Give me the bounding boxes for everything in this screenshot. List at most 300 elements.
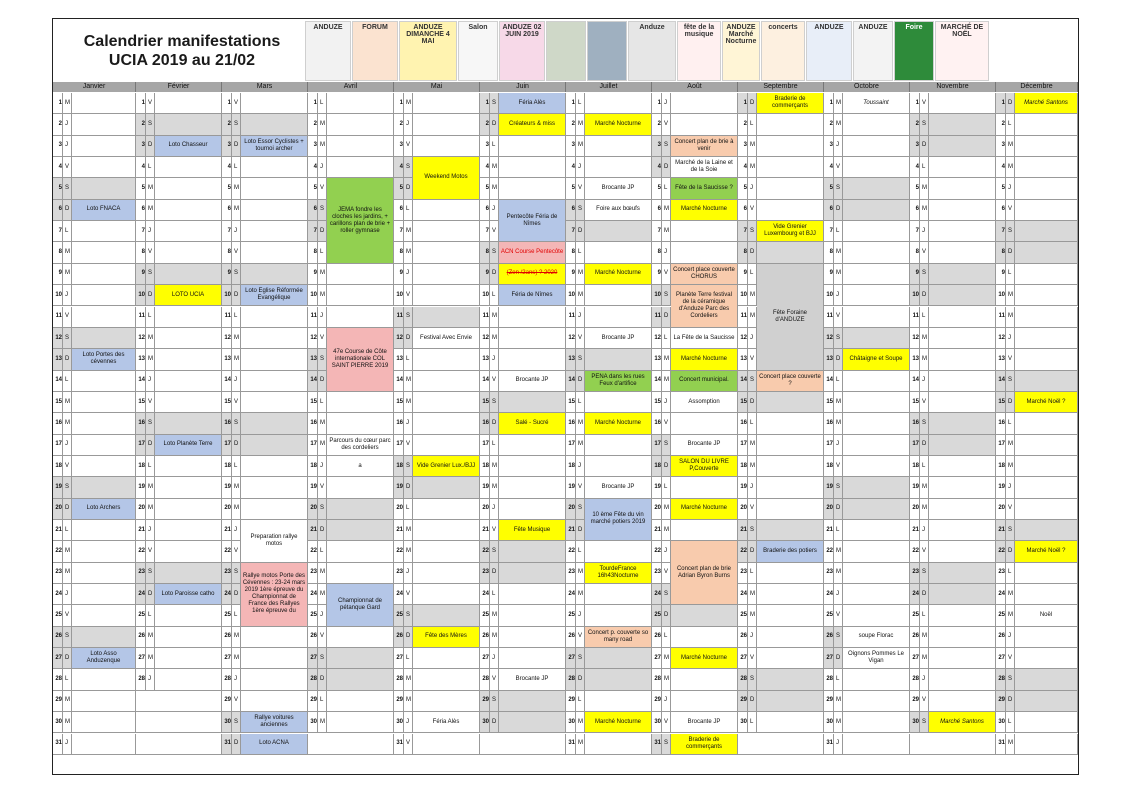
day-letter: D [490,264,499,285]
event-cell [499,392,566,413]
event-label: 10 ème Fête du vin marché potiers 2019 [585,499,652,542]
day-number: 10 [394,285,404,306]
day-number: 13 [566,349,576,370]
event-cell [241,114,308,135]
day-number: 2 [136,114,146,135]
day-number: 14 [136,371,146,392]
day-number: 5 [308,178,318,199]
event-label: Concert plan de brie Adrian Byron Burns [671,541,738,605]
day-number: 9 [53,264,63,285]
event-cell [929,349,996,370]
event-cell [757,435,824,456]
event-cell [671,669,738,690]
event-cell [757,691,824,712]
event-label: Foire aux bœufs [585,200,652,221]
day-number: 27 [136,648,146,669]
event-cell [843,178,910,199]
day-letter: D [748,242,757,263]
day-letter: S [1006,520,1015,541]
day-number: 22 [53,541,63,562]
day-number: 21 [136,520,146,541]
day-letter: S [146,563,155,584]
title-line-1: Calendrier manifestations [83,33,281,50]
day-number: 8 [910,242,920,263]
day-letter: M [232,627,241,648]
event-label: Vide Grenier Luxembourg et BJJ [757,221,824,242]
day-letter: M [1006,307,1015,328]
day-letter: V [1006,648,1015,669]
event-cell [585,584,652,605]
day-letter: L [920,157,929,178]
event-cell [757,178,824,199]
day-number: 17 [480,435,490,456]
event-label: Marché Nocturne [585,712,652,733]
day-letter: M [576,712,585,733]
event-cell [72,264,136,285]
event-cell [1015,328,1078,349]
day-letter: V [63,157,72,178]
day-number: 23 [222,563,232,584]
event-cell [155,178,222,199]
day-number: 5 [652,178,662,199]
day-number: 11 [394,307,404,328]
day-number: 18 [996,456,1006,477]
event-cell [843,584,910,605]
event-cell [929,648,996,669]
event-cell [929,563,996,584]
day-number: 4 [566,157,576,178]
day-letter: V [1006,349,1015,370]
day-letter: L [662,328,671,349]
poster-title: fête de la musique [683,24,715,38]
day-number: 9 [308,264,318,285]
day-letter: J [576,307,585,328]
day-number: 16 [222,413,232,434]
event-cell [671,413,738,434]
day-letter: J [63,114,72,135]
event-cell [843,221,910,242]
event-cell [72,584,136,605]
day-letter: M [662,200,671,221]
day-number: 26 [738,627,748,648]
day-letter: S [834,328,843,349]
day-letter: D [490,712,499,733]
event-cell [327,669,394,690]
day-number: 29 [480,691,490,712]
event-cell [929,435,996,456]
event-label: Féria de Nîmes [499,285,566,306]
day-number: 18 [394,456,404,477]
day-number: 15 [308,392,318,413]
day-letter: V [748,349,757,370]
day-number: 7 [738,221,748,242]
day-letter: M [404,242,413,263]
day-letter: S [232,264,241,285]
day-letter: J [490,499,499,520]
event-label: Marché Noël ? [1015,392,1078,413]
day-number: 24 [996,584,1006,605]
event-cell [155,349,222,370]
event-cell [671,242,738,263]
day-letter: D [63,499,72,520]
day-letter: S [920,413,929,434]
day-number: 18 [136,456,146,477]
event-label: Fête des Mères [413,627,480,648]
event-cell [72,157,136,178]
event-cell [155,392,222,413]
event-cell [499,435,566,456]
day-letter: D [834,349,843,370]
day-letter: J [490,200,499,221]
event-cell [155,242,222,263]
day-letter: D [232,584,241,605]
day-number: 20 [53,499,63,520]
day-letter: V [404,435,413,456]
day-number: 22 [824,541,834,562]
day-letter: D [490,413,499,434]
poster-title: ANDUZE DIMANCHE 4 MAI [406,24,450,45]
day-number: 1 [738,93,748,114]
empty-day-cell [738,734,824,755]
day-letter: L [834,520,843,541]
day-letter: L [576,93,585,114]
event-cell [241,499,308,520]
day-letter: J [834,285,843,306]
day-number: 30 [996,712,1006,733]
day-letter: D [1006,392,1015,413]
day-number: 10 [222,285,232,306]
event-label: Braderie de commerçants [671,734,738,755]
day-number: 27 [738,648,748,669]
event-cell [72,392,136,413]
event-cell [413,221,480,242]
day-letter: M [748,157,757,178]
event-cell [413,136,480,157]
day-number: 25 [136,605,146,626]
event-label: Weekend Motos [413,157,480,200]
day-number: 12 [566,328,576,349]
event-label: Loto Planète Terre [155,435,222,456]
day-letter: S [920,712,929,733]
day-letter: J [576,605,585,626]
day-letter: V [318,178,327,199]
day-letter: L [318,691,327,712]
day-number: 19 [566,477,576,498]
event-cell [585,691,652,712]
day-number: 22 [566,541,576,562]
day-letter: V [920,691,929,712]
event-cell [155,456,222,477]
day-number: 1 [566,93,576,114]
event-cell [241,242,308,263]
day-number: 9 [996,264,1006,285]
event-cell [929,584,996,605]
day-letter: M [834,93,843,114]
event-cell [72,136,136,157]
day-number: 24 [480,584,490,605]
day-letter: M [662,349,671,370]
day-letter: L [318,242,327,263]
event-cell [241,349,308,370]
day-number: 28 [308,669,318,690]
day-letter: S [63,178,72,199]
day-letter: J [576,456,585,477]
day-number: 10 [308,285,318,306]
day-number: 26 [136,627,146,648]
event-cell [241,477,308,498]
month-header: Avril [308,82,394,92]
day-number: 24 [738,584,748,605]
day-number: 19 [824,477,834,498]
day-number: 16 [53,413,63,434]
event-cell [155,499,222,520]
event-label: (Zen /2ans) ? 2020 [499,264,566,285]
day-number: 4 [824,157,834,178]
month-header: Octobre [824,82,910,92]
event-cell [929,669,996,690]
day-number: 14 [480,371,490,392]
event-cell [327,541,394,562]
event-cell [757,114,824,135]
day-number: 23 [910,563,920,584]
day-letter: L [748,264,757,285]
day-letter: L [404,499,413,520]
day-letter: M [63,541,72,562]
day-letter: D [662,605,671,626]
event-cell [843,307,910,328]
day-letter: M [404,221,413,242]
day-number: 14 [910,371,920,392]
day-number: 9 [136,264,146,285]
day-number: 28 [136,669,146,690]
day-letter: L [662,178,671,199]
event-cell [843,242,910,263]
day-number: 2 [566,114,576,135]
day-letter: S [662,285,671,306]
event-cell [155,605,222,626]
day-letter: L [576,392,585,413]
day-number: 2 [53,114,63,135]
event-cell [413,285,480,306]
day-number: 2 [738,114,748,135]
day-number: 6 [824,200,834,221]
event-cell [72,477,136,498]
event-cell [1015,520,1078,541]
event-cell [413,307,480,328]
day-letter: L [490,136,499,157]
event-label: Marché Nocturne [671,499,738,520]
day-number: 1 [53,93,63,114]
day-letter: L [63,669,72,690]
event-cell [843,413,910,434]
day-number: 26 [910,627,920,648]
event-cell [585,648,652,669]
event-cell [155,563,222,584]
day-number: 5 [136,178,146,199]
day-number: 10 [652,285,662,306]
day-number: 25 [910,605,920,626]
day-number: 19 [222,477,232,498]
day-letter: M [232,477,241,498]
day-letter: D [146,285,155,306]
day-number: 18 [480,456,490,477]
event-label: Concert place couverte ? [757,371,824,392]
event-label: Brocante JP [499,371,566,392]
day-letter: S [404,307,413,328]
day-letter: S [63,627,72,648]
event-cell [929,392,996,413]
event-cell [155,371,222,392]
day-number: 7 [824,221,834,242]
event-cell [929,307,996,328]
day-letter: M [834,541,843,562]
day-number: 27 [910,648,920,669]
day-letter: M [1006,456,1015,477]
event-cell [843,264,910,285]
event-cell [929,114,996,135]
day-letter: S [63,328,72,349]
day-letter: V [576,627,585,648]
day-letter: D [576,371,585,392]
day-number: 7 [53,221,63,242]
month-header: Mai [394,82,480,92]
day-number: 15 [652,392,662,413]
month-header: Janvier [53,82,136,92]
day-number: 16 [652,413,662,434]
event-cell [241,392,308,413]
day-letter: J [318,605,327,626]
event-cell [843,605,910,626]
event-cell [1015,734,1078,755]
event-cell [1015,157,1078,178]
day-number: 29 [566,691,576,712]
day-letter: V [490,669,499,690]
day-number: 8 [566,242,576,263]
day-number: 28 [996,669,1006,690]
day-letter: D [63,349,72,370]
day-number: 7 [652,221,662,242]
day-number: 24 [824,584,834,605]
day-letter: M [490,157,499,178]
day-letter: J [318,307,327,328]
day-letter: V [662,114,671,135]
event-label: Concert plan de brie à venir [671,136,738,157]
day-letter: V [490,520,499,541]
day-number: 21 [824,520,834,541]
day-number: 29 [910,691,920,712]
day-letter: M [662,648,671,669]
day-letter: M [1006,136,1015,157]
event-cell [843,200,910,221]
event-cell [757,392,824,413]
event-label: ACN Course Pentecôte [499,242,566,263]
event-cell [155,541,222,562]
day-number: 25 [566,605,576,626]
event-cell [1015,242,1078,263]
day-letter: D [748,93,757,114]
day-number: 4 [652,157,662,178]
day-number: 10 [910,285,920,306]
event-label: Marché Nocturne [585,114,652,135]
event-cell [585,307,652,328]
event-cell [72,456,136,477]
poster-title: ANDUZE [313,24,343,31]
day-number: 30 [394,712,404,733]
event-cell [327,157,394,178]
day-letter: M [662,221,671,242]
event-cell [327,563,394,584]
day-number: 6 [222,200,232,221]
day-letter: M [920,648,929,669]
day-letter: S [146,264,155,285]
day-number: 24 [136,584,146,605]
day-letter: M [1006,605,1015,626]
day-letter: M [576,285,585,306]
day-letter: V [490,221,499,242]
day-letter: M [834,242,843,263]
day-number: 13 [824,349,834,370]
day-letter: S [318,499,327,520]
event-cell [413,563,480,584]
event-cell [585,456,652,477]
event-label: Concert municipal. [671,371,738,392]
event-cell [72,712,136,733]
day-letter: V [318,627,327,648]
day-number: 2 [910,114,920,135]
event-label: Loto Paroisse catho [155,584,222,605]
day-number: 25 [738,605,748,626]
day-number: 28 [566,669,576,690]
day-number: 16 [136,413,146,434]
day-number: 12 [394,328,404,349]
day-letter: D [490,563,499,584]
day-number: 6 [996,200,1006,221]
month-header: Septembre [738,82,824,92]
day-letter: J [63,285,72,306]
day-number: 11 [910,307,920,328]
event-label: JEMA fondre les cloches les jardins, + carillons plan de brie + roller gymnase [327,178,394,263]
day-letter: M [576,413,585,434]
day-number: 1 [480,93,490,114]
day-number: 21 [308,520,318,541]
event-cell [843,477,910,498]
day-letter: L [318,93,327,114]
day-letter: L [662,627,671,648]
day-number: 28 [738,669,748,690]
event-cell [929,285,996,306]
day-number: 22 [394,541,404,562]
event-cell [499,605,566,626]
day-letter: S [748,371,757,392]
event-cell [843,114,910,135]
day-letter: M [920,349,929,370]
day-number: 9 [910,264,920,285]
event-cell [241,371,308,392]
day-letter: V [748,200,757,221]
empty-day-cell [136,712,222,733]
event-cell [72,669,136,690]
day-number: 23 [738,563,748,584]
day-number: 6 [652,200,662,221]
day-number: 8 [824,242,834,263]
day-letter: J [404,114,413,135]
event-cell [843,669,910,690]
event-label: Pentecôte Féria de Nîmes [499,200,566,243]
event-cell [413,499,480,520]
day-number: 18 [53,456,63,477]
day-letter: L [1006,264,1015,285]
event-cell [929,328,996,349]
